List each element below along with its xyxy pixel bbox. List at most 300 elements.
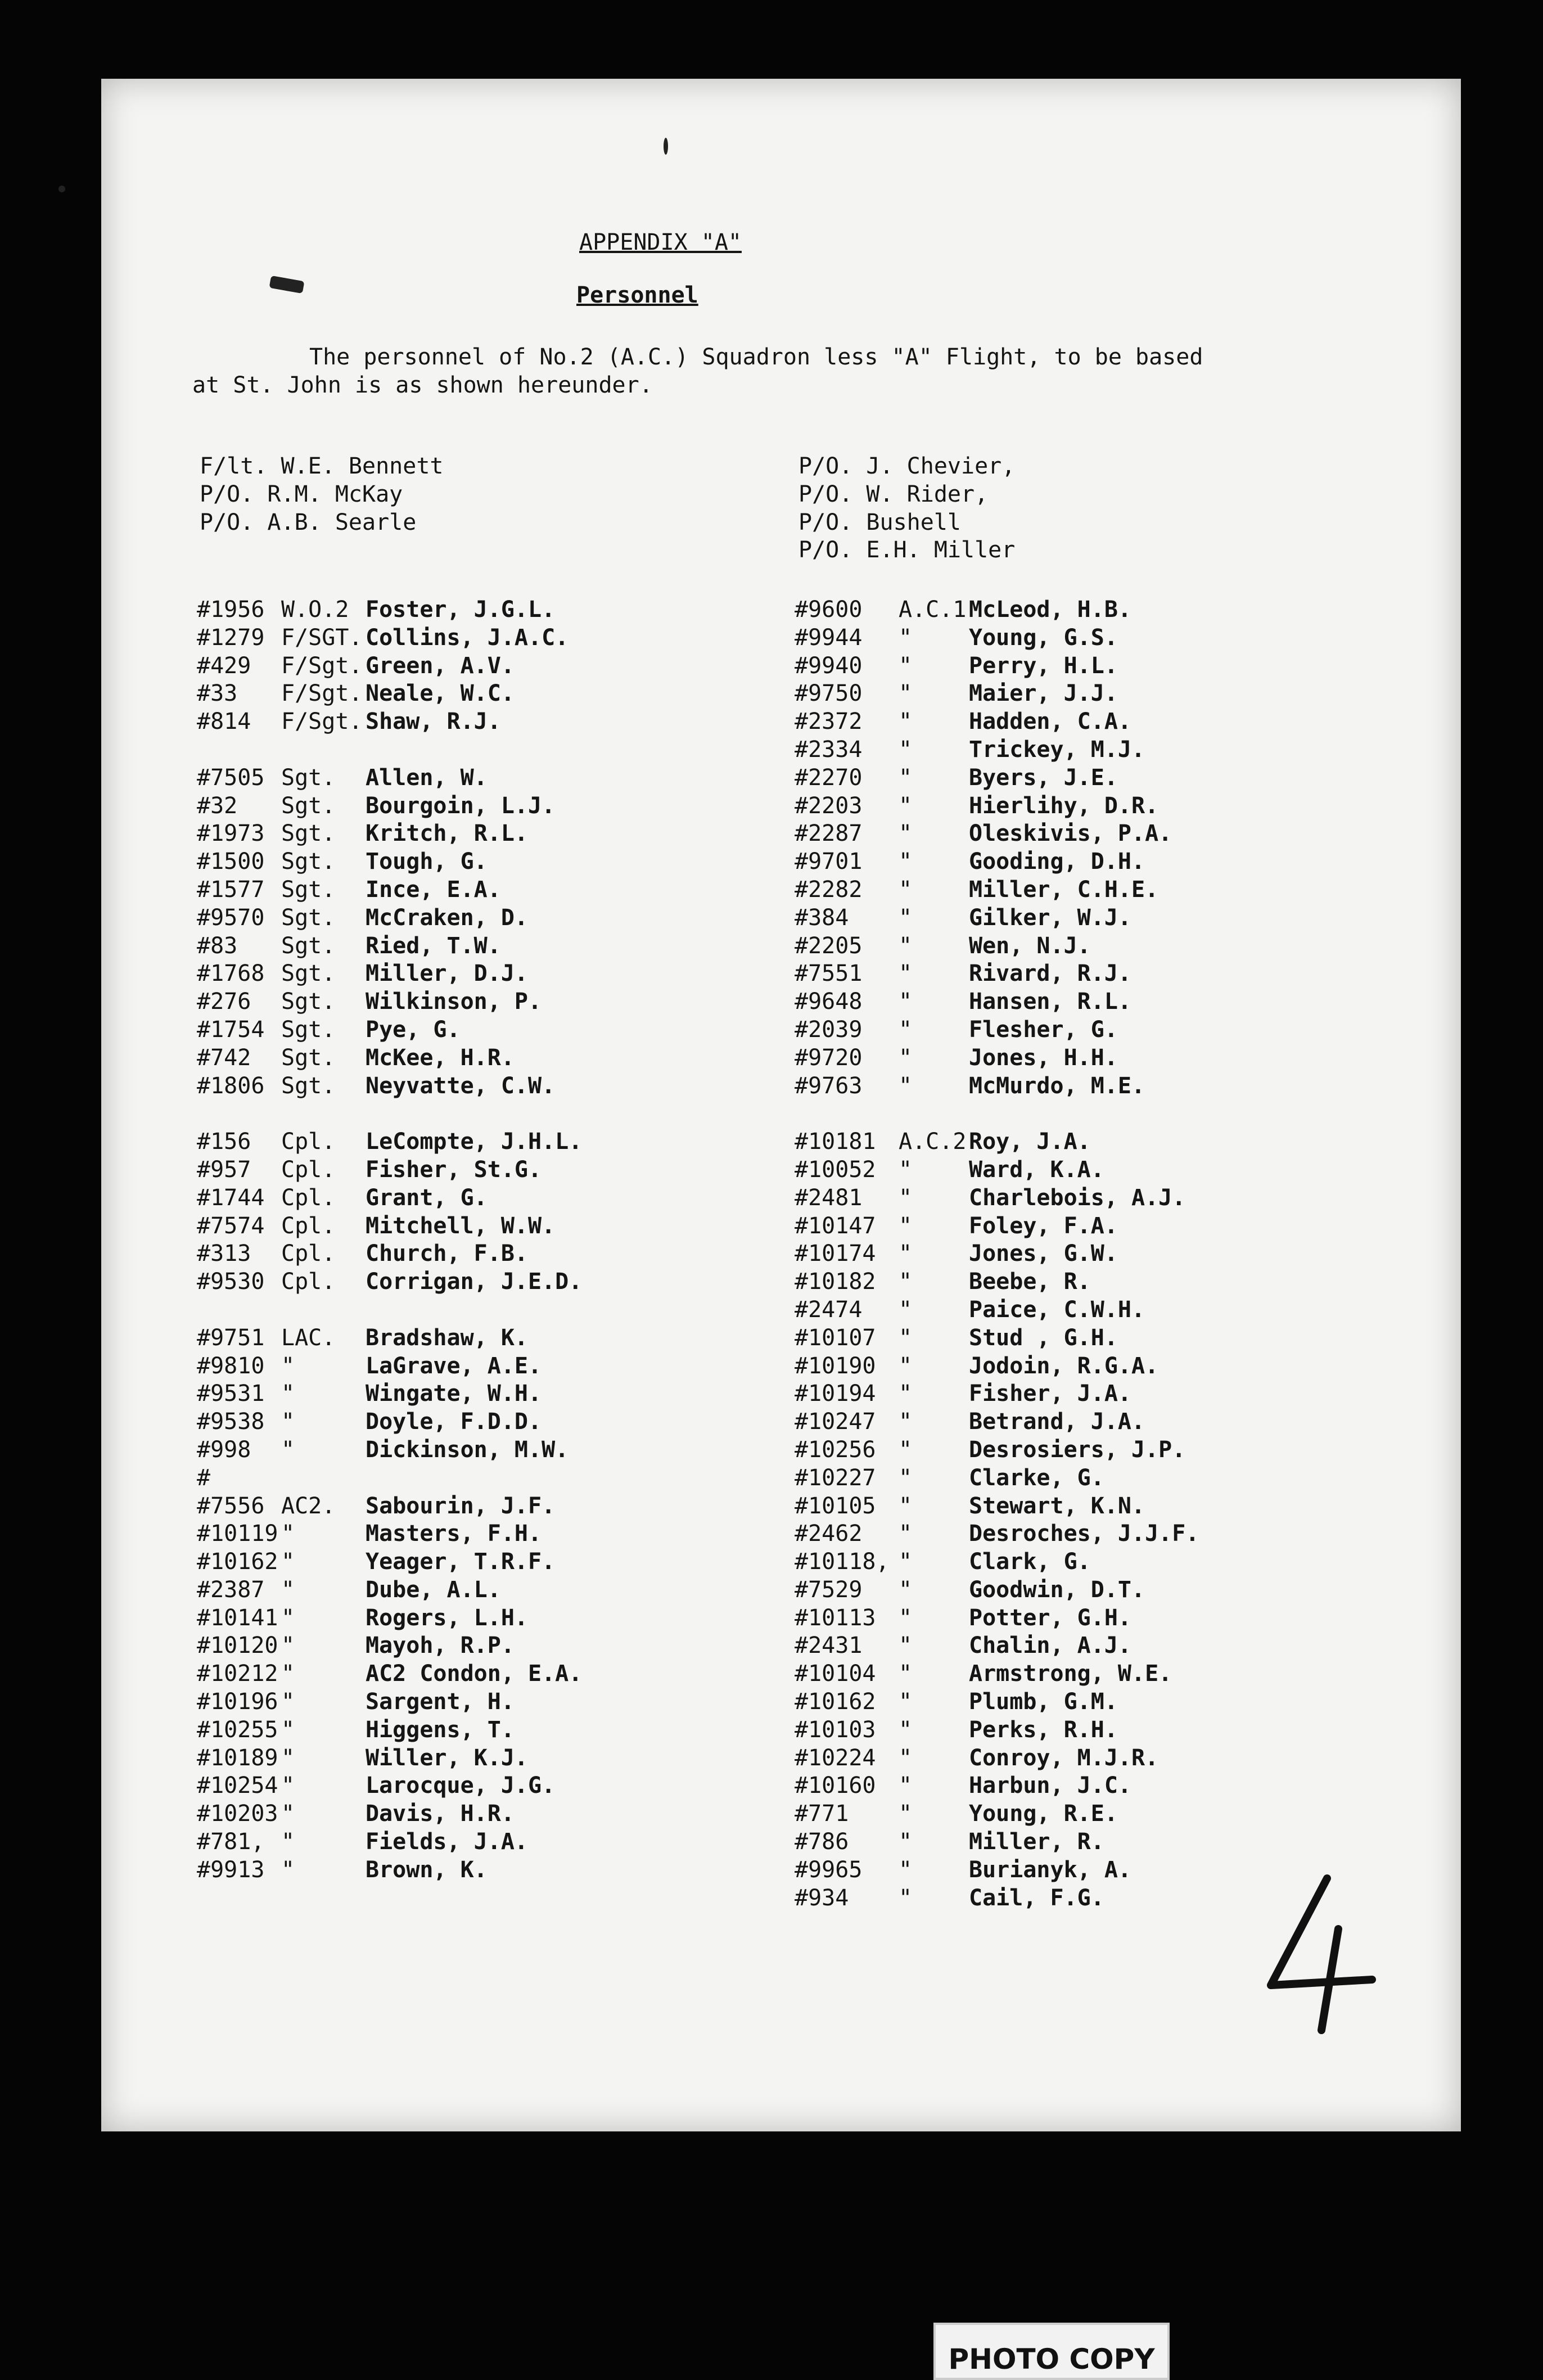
personnel-row bbox=[795, 764, 1199, 792]
personnel-row bbox=[795, 652, 1199, 680]
member-name: Dickinson, M.W. bbox=[366, 1436, 569, 1463]
rank: " bbox=[899, 932, 913, 959]
rank: " bbox=[899, 1269, 913, 1295]
personnel-row bbox=[197, 1604, 582, 1633]
member-name: Foley, F.A. bbox=[969, 1212, 1118, 1239]
service-number: #156 bbox=[197, 1129, 251, 1155]
rank: " bbox=[899, 1381, 913, 1407]
service-number: #10113 bbox=[795, 1604, 876, 1631]
service-number: #1768 bbox=[197, 961, 265, 987]
personnel-row bbox=[197, 1660, 582, 1688]
service-number: #33 bbox=[197, 680, 238, 707]
service-number: #771 bbox=[795, 1801, 849, 1827]
service-number: #1973 bbox=[197, 821, 265, 847]
service-number: #10212 bbox=[197, 1661, 278, 1687]
service-number: #10105 bbox=[795, 1493, 876, 1519]
personnel-row bbox=[197, 596, 582, 624]
member-name: AC2 Condon, E.A. bbox=[366, 1661, 583, 1687]
service-number: #10104 bbox=[795, 1661, 876, 1687]
rank: " bbox=[899, 624, 913, 651]
member-name: Corrigan, J.E.D. bbox=[366, 1269, 583, 1295]
personnel-row bbox=[795, 1745, 1199, 1773]
member-name: LeCompte, J.H.L. bbox=[366, 1129, 583, 1155]
service-number: #10174 bbox=[795, 1241, 876, 1267]
rank: " bbox=[899, 1829, 913, 1855]
personnel-row bbox=[795, 1493, 1199, 1521]
service-number: #2431 bbox=[795, 1633, 863, 1659]
member-name: Kritch, R.L. bbox=[366, 821, 528, 847]
rank: " bbox=[899, 1856, 913, 1883]
personnel-row bbox=[795, 1296, 1199, 1324]
member-name: Gilker, W.J. bbox=[969, 904, 1131, 931]
member-name: Neale, W.C. bbox=[366, 680, 515, 707]
personnel-row bbox=[197, 1240, 582, 1268]
member-name: Rogers, L.H. bbox=[366, 1604, 528, 1631]
service-number: #10119 bbox=[197, 1521, 278, 1547]
personnel-row bbox=[197, 624, 582, 652]
service-number: #9751 bbox=[197, 1324, 265, 1351]
member-name: Beebe, R. bbox=[969, 1269, 1091, 1295]
personnel-row bbox=[795, 1072, 1199, 1101]
service-number: #1744 bbox=[197, 1184, 265, 1211]
member-name: Trickey, M.J. bbox=[969, 736, 1145, 763]
personnel-row bbox=[795, 1772, 1199, 1800]
section-heading: Personnel bbox=[576, 282, 698, 308]
officers-right bbox=[798, 453, 1015, 565]
rank: Sgt. bbox=[281, 821, 336, 847]
personnel-row bbox=[197, 1184, 582, 1212]
member-name: Harbun, J.C. bbox=[969, 1773, 1131, 1799]
personnel-row bbox=[795, 1184, 1199, 1212]
personnel-row bbox=[795, 1464, 1199, 1493]
service-number: #9763 bbox=[795, 1072, 863, 1099]
rank: " bbox=[899, 736, 913, 763]
service-number: # bbox=[197, 1464, 211, 1491]
member-name: Chalin, A.J. bbox=[969, 1633, 1131, 1659]
service-number: #2205 bbox=[795, 932, 863, 959]
rank: " bbox=[899, 764, 913, 791]
member-name: Ince, E.A. bbox=[366, 876, 501, 903]
personnel-row bbox=[795, 1044, 1199, 1072]
rank: F/SGT. bbox=[281, 624, 363, 651]
service-number bbox=[197, 736, 281, 764]
rank bbox=[281, 1296, 366, 1324]
service-number: #276 bbox=[197, 989, 251, 1015]
member-name: Bourgoin, L.J. bbox=[366, 792, 556, 819]
member-name: Davis, H.R. bbox=[366, 1801, 515, 1827]
rank: " bbox=[899, 1044, 913, 1071]
rank: Sgt. bbox=[281, 792, 336, 819]
member-name: Pye, G. bbox=[366, 1016, 461, 1043]
rank: " bbox=[899, 989, 913, 1015]
service-number: #10247 bbox=[795, 1409, 876, 1435]
service-number: #2481 bbox=[795, 1184, 863, 1211]
rank: " bbox=[899, 876, 913, 903]
member-name: Desrosiers, J.P. bbox=[969, 1436, 1186, 1463]
service-number: #7505 bbox=[197, 764, 265, 791]
rank: " bbox=[281, 1745, 295, 1771]
rank: Cpl. bbox=[281, 1269, 336, 1295]
service-number: #9750 bbox=[795, 680, 863, 707]
service-number: #10147 bbox=[795, 1212, 876, 1239]
rank: " bbox=[899, 1885, 913, 1911]
member-name: Tough, G. bbox=[366, 849, 488, 875]
service-number: #7574 bbox=[197, 1212, 265, 1239]
rank: " bbox=[281, 1409, 295, 1435]
member-name: Jodoin, R.G.A. bbox=[969, 1353, 1159, 1379]
personnel-row bbox=[197, 1688, 582, 1716]
officer-entry: P/O. A.B. Searle bbox=[200, 509, 417, 535]
service-number: #1956 bbox=[197, 597, 265, 623]
personnel-row bbox=[197, 1268, 582, 1296]
officer-entry: F/lt. W.E. Bennett bbox=[200, 453, 444, 479]
rank: " bbox=[899, 1576, 913, 1603]
member-name: Fisher, J.A. bbox=[969, 1381, 1131, 1407]
member-name: Collins, J.A.C. bbox=[366, 624, 569, 651]
rank: Sgt. bbox=[281, 849, 336, 875]
service-number: #10118, bbox=[795, 1549, 890, 1575]
service-number: #10190 bbox=[795, 1353, 876, 1379]
rank: Sgt. bbox=[281, 961, 336, 987]
personnel-row bbox=[197, 1716, 582, 1745]
personnel-row bbox=[197, 1632, 582, 1660]
personnel-row bbox=[795, 596, 1199, 624]
personnel-row bbox=[197, 960, 582, 988]
service-number: #10203 bbox=[197, 1801, 278, 1827]
member-name: Wingate, W.H. bbox=[366, 1381, 542, 1407]
rank: " bbox=[281, 1436, 295, 1463]
personnel-row bbox=[795, 708, 1199, 736]
rank: " bbox=[899, 1549, 913, 1575]
member-name: Shaw, R.J. bbox=[366, 709, 501, 735]
personnel-row bbox=[197, 820, 582, 848]
rank: " bbox=[281, 1773, 295, 1799]
member-name: Dube, A.L. bbox=[366, 1576, 501, 1603]
service-number: #9648 bbox=[795, 989, 863, 1015]
personnel-row bbox=[795, 1128, 1199, 1156]
service-number: #9965 bbox=[795, 1856, 863, 1883]
rank: Sgt. bbox=[281, 1072, 336, 1099]
service-number: #10227 bbox=[795, 1464, 876, 1491]
personnel-row bbox=[197, 1072, 582, 1101]
rank: A.C.1 bbox=[899, 597, 967, 623]
personnel-list-left bbox=[197, 596, 582, 1885]
rank: " bbox=[899, 961, 913, 987]
personnel-row bbox=[795, 1800, 1199, 1828]
rank: Cpl. bbox=[281, 1156, 336, 1183]
rank: " bbox=[899, 1241, 913, 1267]
rank: F/Sgt. bbox=[281, 680, 363, 707]
service-number: #10162 bbox=[197, 1549, 278, 1575]
member-name: Byers, J.E. bbox=[969, 764, 1118, 791]
member-name: Mitchell, W.W. bbox=[366, 1212, 556, 1239]
personnel-list-right bbox=[795, 596, 1199, 1912]
service-number: #814 bbox=[197, 709, 251, 735]
service-number: #9570 bbox=[197, 904, 265, 931]
rank bbox=[899, 1100, 969, 1128]
rank: " bbox=[899, 1661, 913, 1687]
rank: F/Sgt. bbox=[281, 709, 363, 735]
personnel-row bbox=[795, 1688, 1199, 1716]
member-name: Allen, W. bbox=[366, 764, 488, 791]
service-number: #83 bbox=[197, 932, 238, 959]
rank: " bbox=[899, 849, 913, 875]
member-name: Cail, F.G. bbox=[969, 1885, 1104, 1911]
personnel-row bbox=[197, 1212, 582, 1241]
member-name: Willer, K.J. bbox=[366, 1745, 528, 1771]
member-name: Miller, D.J. bbox=[366, 961, 528, 987]
personnel-row bbox=[795, 1353, 1199, 1381]
personnel-row bbox=[795, 1240, 1199, 1268]
service-number: #7556 bbox=[197, 1493, 265, 1519]
personnel-row bbox=[197, 1044, 582, 1072]
member-name: Sabourin, J.F. bbox=[366, 1493, 556, 1519]
rank: Sgt. bbox=[281, 876, 336, 903]
service-number: #10181 bbox=[795, 1129, 876, 1155]
member-name: Gooding, D.H. bbox=[969, 849, 1145, 875]
member-name: Flesher, G. bbox=[969, 1016, 1118, 1043]
personnel-row bbox=[197, 652, 582, 680]
member-name: Stewart, K.N. bbox=[969, 1493, 1145, 1519]
rank: " bbox=[899, 1745, 913, 1771]
service-number: #10224 bbox=[795, 1745, 876, 1771]
personnel-row bbox=[197, 1408, 582, 1436]
personnel-row bbox=[197, 988, 582, 1016]
appendix-title: APPENDIX "A" bbox=[579, 229, 742, 255]
service-number: #9720 bbox=[795, 1044, 863, 1071]
member-name: Clark, G. bbox=[969, 1549, 1091, 1575]
personnel-row bbox=[795, 1828, 1199, 1856]
service-number: #313 bbox=[197, 1241, 251, 1267]
service-number: #10182 bbox=[795, 1269, 876, 1295]
rank: " bbox=[281, 1856, 295, 1883]
service-number: #1279 bbox=[197, 624, 265, 651]
member-name: Doyle, F.D.D. bbox=[366, 1409, 542, 1435]
rank: " bbox=[281, 1689, 295, 1715]
personnel-row bbox=[795, 792, 1199, 821]
member-name: Higgens, T. bbox=[366, 1716, 515, 1743]
officer-entry: P/O. E.H. Miller bbox=[798, 537, 1016, 564]
rank: " bbox=[899, 1436, 913, 1463]
rank: " bbox=[281, 1576, 295, 1603]
member-name: Wilkinson, P. bbox=[366, 989, 542, 1015]
personnel-row bbox=[795, 624, 1199, 652]
member-name: Maier, J.J. bbox=[969, 680, 1118, 707]
personnel-row bbox=[795, 680, 1199, 708]
member-name: Conroy, M.J.R. bbox=[969, 1745, 1159, 1771]
personnel-row bbox=[197, 1128, 582, 1156]
rank: " bbox=[899, 1801, 913, 1827]
service-number: #9944 bbox=[795, 624, 863, 651]
rank: " bbox=[281, 1633, 295, 1659]
service-number: #2282 bbox=[795, 876, 863, 903]
service-number: #9530 bbox=[197, 1269, 265, 1295]
member-name: Fields, J.A. bbox=[366, 1829, 528, 1855]
personnel-row bbox=[197, 1436, 582, 1464]
personnel-row bbox=[197, 764, 582, 792]
service-number: #2203 bbox=[795, 792, 863, 819]
personnel-row bbox=[795, 1436, 1199, 1464]
member-name: Green, A.V. bbox=[366, 652, 515, 679]
personnel-row bbox=[197, 1772, 582, 1800]
rank: " bbox=[899, 1212, 913, 1239]
personnel-row bbox=[795, 1856, 1199, 1885]
rank: " bbox=[899, 1353, 913, 1379]
member-name: Sargent, H. bbox=[366, 1689, 515, 1715]
member-name: Jones, G.W. bbox=[969, 1241, 1118, 1267]
personnel-row bbox=[795, 1660, 1199, 1688]
member-name: Potter, G.H. bbox=[969, 1604, 1131, 1631]
service-number: #9701 bbox=[795, 849, 863, 875]
member-name: Neyvatte, C.W. bbox=[366, 1072, 556, 1099]
member-name: McKee, H.R. bbox=[366, 1044, 515, 1071]
member-name: McCraken, D. bbox=[366, 904, 528, 931]
member-name: Clarke, G. bbox=[969, 1464, 1104, 1491]
rank: " bbox=[281, 1353, 295, 1379]
rank bbox=[281, 1464, 366, 1493]
service-number bbox=[197, 1100, 281, 1128]
member-name: Plumb, G.M. bbox=[969, 1689, 1118, 1715]
member-name: Young, G.S. bbox=[969, 624, 1118, 651]
member-name: Perks, R.H. bbox=[969, 1716, 1118, 1743]
officers-left bbox=[200, 453, 443, 537]
personnel-row bbox=[795, 960, 1199, 988]
member-name: Brown, K. bbox=[366, 1856, 488, 1883]
officer-entry: P/O. R.M. McKay bbox=[200, 481, 403, 507]
service-number: #429 bbox=[197, 652, 251, 679]
rank: " bbox=[899, 1493, 913, 1519]
service-number: #742 bbox=[197, 1044, 251, 1071]
rank bbox=[281, 1100, 366, 1128]
personnel-row bbox=[197, 1856, 582, 1885]
personnel-row bbox=[795, 1632, 1199, 1660]
member-name: Larocque, J.G. bbox=[366, 1773, 556, 1799]
member-name: Miller, R. bbox=[969, 1829, 1104, 1855]
personnel-row bbox=[795, 1548, 1199, 1576]
service-number: #2270 bbox=[795, 764, 863, 791]
personnel-row bbox=[197, 1380, 582, 1408]
service-number: #10103 bbox=[795, 1716, 876, 1743]
rank: " bbox=[281, 1829, 295, 1855]
personnel-row bbox=[197, 1576, 582, 1604]
personnel-row bbox=[795, 1212, 1199, 1241]
intro-line-1: The personnel of No.2 (A.C.) Squadron less "A" Flight, to be based bbox=[309, 344, 1203, 370]
officer-entry: P/O. Bushell bbox=[798, 509, 961, 535]
service-number: #384 bbox=[795, 904, 849, 931]
rank: Sgt. bbox=[281, 932, 336, 959]
rank: " bbox=[281, 1381, 295, 1407]
personnel-row bbox=[795, 904, 1199, 932]
personnel-row bbox=[197, 1353, 582, 1381]
rank: Cpl. bbox=[281, 1129, 336, 1155]
member-name: Wen, N.J. bbox=[969, 932, 1091, 959]
rank: " bbox=[899, 821, 913, 847]
member-name: Oleskivis, P.A. bbox=[969, 821, 1172, 847]
rank: " bbox=[281, 1801, 295, 1827]
service-number: #1577 bbox=[197, 876, 265, 903]
personnel-row bbox=[197, 1493, 582, 1521]
service-number: #2474 bbox=[795, 1296, 863, 1323]
service-number: #2387 bbox=[197, 1576, 265, 1603]
service-number: #10141 bbox=[197, 1604, 278, 1631]
rank: " bbox=[899, 1296, 913, 1323]
rank: " bbox=[899, 680, 913, 707]
personnel-row bbox=[795, 876, 1199, 904]
service-number: #7529 bbox=[795, 1576, 863, 1603]
intro-line-2: at St. John is as shown hereunder. bbox=[192, 372, 653, 398]
member-name: Burianyk, A. bbox=[969, 1856, 1131, 1883]
member-name: Young, R.E. bbox=[969, 1801, 1118, 1827]
member-name: Betrand, J.A. bbox=[969, 1409, 1145, 1435]
member-name: Foster, J.G.L. bbox=[366, 597, 556, 623]
personnel-row bbox=[795, 1520, 1199, 1548]
service-number bbox=[197, 1296, 281, 1324]
member-name: Ward, K.A. bbox=[969, 1156, 1104, 1183]
personnel-row bbox=[795, 1156, 1199, 1184]
rank: " bbox=[899, 652, 913, 679]
rank: AC2. bbox=[281, 1493, 336, 1519]
service-number: #10254 bbox=[197, 1773, 278, 1799]
service-number: #10189 bbox=[197, 1745, 278, 1771]
member-name: Ried, T.W. bbox=[366, 932, 501, 959]
rank: " bbox=[281, 1604, 295, 1631]
personnel-row bbox=[795, 1885, 1199, 1913]
ink-speck bbox=[664, 138, 668, 155]
rank: Sgt. bbox=[281, 764, 336, 791]
service-number: #9913 bbox=[197, 1856, 265, 1883]
service-number: #934 bbox=[795, 1885, 849, 1911]
document-page bbox=[101, 79, 1461, 2131]
service-number: #2334 bbox=[795, 736, 863, 763]
personnel-row bbox=[197, 848, 582, 876]
member-name: Miller, C.H.E. bbox=[969, 876, 1159, 903]
rank: Sgt. bbox=[281, 904, 336, 931]
service-number: #9810 bbox=[197, 1353, 265, 1379]
rank: " bbox=[899, 904, 913, 931]
rank: Sgt. bbox=[281, 989, 336, 1015]
service-number: #9531 bbox=[197, 1381, 265, 1407]
handwritten-page-number bbox=[1254, 1867, 1383, 2036]
personnel-row bbox=[795, 820, 1199, 848]
rank: " bbox=[899, 1689, 913, 1715]
personnel-row bbox=[197, 680, 582, 708]
rank: " bbox=[281, 1521, 295, 1547]
service-number: #957 bbox=[197, 1156, 251, 1183]
service-number: #10194 bbox=[795, 1381, 876, 1407]
service-number: #10255 bbox=[197, 1716, 278, 1743]
personnel-row bbox=[197, 1324, 582, 1353]
service-number: #998 bbox=[197, 1436, 251, 1463]
service-number: #9538 bbox=[197, 1409, 265, 1435]
personnel-row bbox=[197, 932, 582, 961]
personnel-row bbox=[197, 1828, 582, 1856]
rank: Cpl. bbox=[281, 1241, 336, 1267]
member-name: Paice, C.W.H. bbox=[969, 1296, 1145, 1323]
member-name: Perry, H.L. bbox=[969, 652, 1118, 679]
dust-speck bbox=[58, 186, 65, 192]
service-number: #2039 bbox=[795, 1016, 863, 1043]
rank: " bbox=[899, 1773, 913, 1799]
personnel-row bbox=[795, 1100, 1199, 1128]
personnel-row bbox=[197, 736, 582, 764]
service-number: #10052 bbox=[795, 1156, 876, 1183]
personnel-row bbox=[197, 1100, 582, 1128]
member-name: Grant, G. bbox=[366, 1184, 488, 1211]
personnel-row bbox=[197, 1800, 582, 1828]
service-number: #10162 bbox=[795, 1689, 876, 1715]
rank: " bbox=[281, 1549, 295, 1575]
service-number: #781, bbox=[197, 1829, 265, 1855]
